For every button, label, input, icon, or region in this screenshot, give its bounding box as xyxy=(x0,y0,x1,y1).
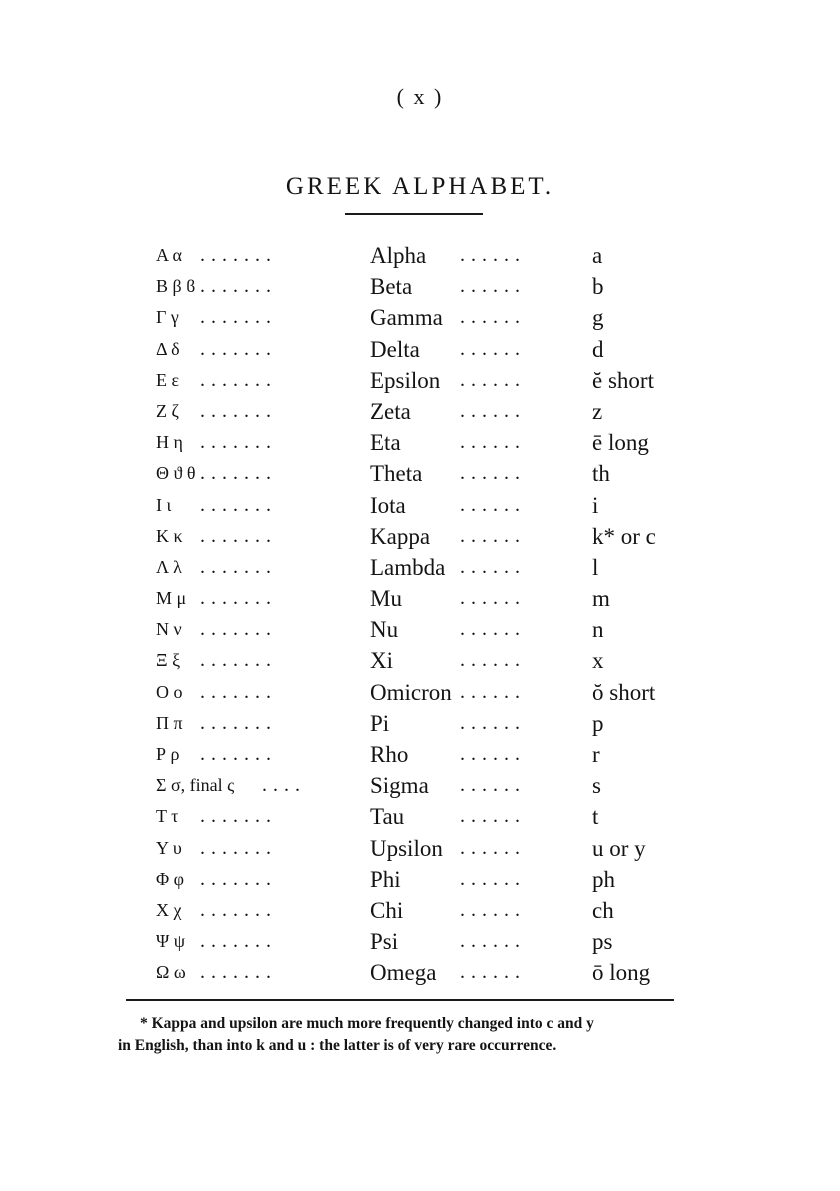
greek-letters: Θ ϑ θ xyxy=(156,463,196,484)
alphabet-row xyxy=(0,302,840,333)
english-equivalent: t xyxy=(592,804,599,830)
alphabet-row xyxy=(0,708,840,739)
leader-dots: ...... xyxy=(460,711,526,734)
greek-letters: Κ κ xyxy=(156,525,183,546)
alphabet-row xyxy=(0,396,840,427)
leader-dots: ....... xyxy=(200,649,277,672)
leader-dots: ...... xyxy=(460,587,526,610)
leader-dots: ....... xyxy=(200,805,277,828)
leader-dots: ...... xyxy=(460,399,526,422)
letter-name: Tau xyxy=(370,804,405,830)
letter-name: Chi xyxy=(370,897,404,923)
english-equivalent: n xyxy=(592,617,604,643)
greek-letters: Σ σ, final ς xyxy=(156,775,235,796)
english-equivalent: k* or c xyxy=(592,523,656,549)
alphabet-row xyxy=(0,240,840,271)
letter-name: Kappa xyxy=(370,523,431,549)
english-equivalent: s xyxy=(592,773,601,799)
alphabet-row xyxy=(0,770,840,801)
alphabet-row xyxy=(0,677,840,708)
leader-dots: ....... xyxy=(200,399,277,422)
leader-dots: ...... xyxy=(460,493,526,516)
leader-dots: ...... xyxy=(460,337,526,360)
letter-name: Nu xyxy=(370,617,399,643)
leader-dots: ....... xyxy=(200,275,277,298)
leader-dots: ....... xyxy=(200,555,277,578)
leader-dots: ....... xyxy=(200,961,277,984)
page-title: GREEK ALPHABET. xyxy=(285,172,555,200)
english-equivalent: g xyxy=(592,305,604,331)
leader-dots: ...... xyxy=(460,306,526,329)
english-equivalent: x xyxy=(592,648,604,674)
leader-dots: ...... xyxy=(460,743,526,765)
leader-dots: ....... xyxy=(200,930,277,953)
leader-dots: ...... xyxy=(460,961,526,984)
letter-name: Alpha xyxy=(370,243,427,268)
leader-dots: ....... xyxy=(200,493,277,516)
leader-dots: ...... xyxy=(460,774,526,797)
alphabet-row xyxy=(0,864,840,895)
greek-letters: Λ λ xyxy=(156,556,182,577)
letter-name: Epsilon xyxy=(370,367,441,393)
letter-name: Phi xyxy=(370,866,401,892)
leader-dots: ...... xyxy=(460,680,526,703)
letter-name: Mu xyxy=(370,586,402,612)
letter-name: Eta xyxy=(370,430,401,456)
leader-dots: ...... xyxy=(460,836,526,859)
letter-name: Sigma xyxy=(370,773,429,799)
english-equivalent: i xyxy=(592,492,599,518)
greek-letters: Τ τ xyxy=(156,806,179,827)
alphabet-row xyxy=(0,427,840,458)
alphabet-row xyxy=(0,490,840,521)
leader-dots: ....... xyxy=(200,462,277,485)
alphabet-row xyxy=(0,365,840,396)
letter-name: Beta xyxy=(370,274,413,300)
leader-dots: ....... xyxy=(200,587,277,610)
alphabet-row xyxy=(0,334,840,365)
greek-letters: Η η xyxy=(156,432,183,453)
letter-name: Iota xyxy=(370,492,406,518)
alphabet-row xyxy=(0,801,840,832)
letter-name: Lambda xyxy=(370,554,446,580)
footnote-line: * Kappa and upsilon are much more frequently changed into c and y xyxy=(140,1015,594,1032)
alphabet-row xyxy=(0,926,840,957)
alphabet-row xyxy=(0,895,840,926)
greek-letters: Ω ω xyxy=(156,962,186,983)
greek-letters: Ζ ζ xyxy=(156,400,179,421)
greek-letters: Χ χ xyxy=(156,899,182,920)
alphabet-row xyxy=(0,552,840,583)
page-number: ( x ) xyxy=(396,84,444,109)
greek-letters: Φ φ xyxy=(156,868,185,889)
leader-dots: ....... xyxy=(200,431,277,454)
alphabet-row xyxy=(0,833,840,864)
greek-letters: Δ δ xyxy=(156,338,180,359)
letter-name: Omega xyxy=(370,960,437,986)
letter-name: Theta xyxy=(370,461,423,487)
footnote xyxy=(118,1013,678,1057)
footnote-line: in English, than into k and u : the latter is of very rare occurrence. xyxy=(118,1037,557,1054)
greek-letters: Ψ ψ xyxy=(156,931,186,952)
letter-name: Rho xyxy=(370,742,409,767)
greek-letters: Β β ϐ xyxy=(156,276,196,297)
leader-dots: ....... xyxy=(200,524,277,547)
letter-name: Psi xyxy=(370,929,399,955)
leader-dots: ....... xyxy=(200,337,277,360)
greek-letters: Ν ν xyxy=(156,619,182,640)
leader-dots: ...... xyxy=(460,524,526,547)
english-equivalent: p xyxy=(592,710,604,736)
leader-dots: ....... xyxy=(200,368,277,391)
english-equivalent: a xyxy=(592,243,603,268)
alphabet-row xyxy=(0,271,840,302)
alphabet-row xyxy=(0,957,840,988)
english-equivalent: l xyxy=(592,554,599,580)
alphabet-row xyxy=(0,645,840,676)
alphabet-row xyxy=(0,458,840,489)
greek-letters: Π π xyxy=(156,712,183,733)
leader-dots: ....... xyxy=(200,898,277,921)
english-equivalent: ē long xyxy=(592,430,649,456)
greek-letters: Γ γ xyxy=(156,307,179,328)
leader-dots: ...... xyxy=(460,649,526,672)
leader-dots: ...... xyxy=(460,244,526,266)
letter-name: Delta xyxy=(370,336,420,362)
leader-dots: ...... xyxy=(460,805,526,828)
greek-letters: Ο ο xyxy=(156,681,183,702)
leader-dots: ...... xyxy=(460,898,526,921)
leader-dots: ...... xyxy=(460,368,526,391)
leader-dots: ...... xyxy=(460,618,526,641)
english-equivalent: ŏ short xyxy=(592,679,656,705)
alphabet-row xyxy=(0,521,840,552)
english-equivalent: ĕ short xyxy=(592,367,654,393)
english-equivalent: ō long xyxy=(592,960,651,986)
leader-dots: ....... xyxy=(200,711,277,734)
leader-dots: ...... xyxy=(460,930,526,953)
english-equivalent: m xyxy=(592,586,610,612)
alphabet-row xyxy=(0,739,840,770)
letter-name: Zeta xyxy=(370,398,411,424)
letter-name: Gamma xyxy=(370,305,443,331)
greek-letters: Υ υ xyxy=(156,837,182,858)
leader-dots: ...... xyxy=(460,462,526,485)
english-equivalent: u or y xyxy=(592,835,646,861)
english-equivalent: r xyxy=(592,742,600,767)
leader-dots: ...... xyxy=(460,275,526,298)
leader-dots: ...... xyxy=(460,431,526,454)
greek-letters: Ε ε xyxy=(156,369,180,390)
leader-dots: ....... xyxy=(200,306,277,329)
leader-dots: ....... xyxy=(200,618,277,641)
title-divider xyxy=(345,213,483,215)
alphabet-row xyxy=(0,583,840,614)
leader-dots: ....... xyxy=(200,244,277,266)
alphabet-row xyxy=(0,614,840,645)
leader-dots: ....... xyxy=(200,867,277,890)
english-equivalent: th xyxy=(592,461,610,487)
english-equivalent: z xyxy=(592,398,603,424)
greek-letters: Ρ ρ xyxy=(156,744,180,764)
alphabet-table xyxy=(0,240,840,989)
leader-dots: .... xyxy=(262,774,306,797)
greek-letters: Α α xyxy=(156,245,182,265)
letter-name: Upsilon xyxy=(370,835,443,861)
english-equivalent: d xyxy=(592,336,604,362)
greek-letters: Ι ι xyxy=(156,494,172,515)
letter-name: Xi xyxy=(370,648,393,674)
footnote-divider xyxy=(126,999,674,1001)
leader-dots: ....... xyxy=(200,743,277,765)
greek-letters: Ξ ξ xyxy=(156,650,181,671)
english-equivalent: b xyxy=(592,274,604,300)
letter-name: Omicron xyxy=(370,679,452,705)
letter-name: Pi xyxy=(370,710,390,736)
leader-dots: ...... xyxy=(460,555,526,578)
leader-dots: ....... xyxy=(200,680,277,703)
english-equivalent: ph xyxy=(592,866,615,892)
english-equivalent: ps xyxy=(592,929,613,955)
greek-letters: Μ μ xyxy=(156,588,187,609)
leader-dots: ...... xyxy=(460,867,526,890)
english-equivalent: ch xyxy=(592,897,614,923)
leader-dots: ....... xyxy=(200,836,277,859)
